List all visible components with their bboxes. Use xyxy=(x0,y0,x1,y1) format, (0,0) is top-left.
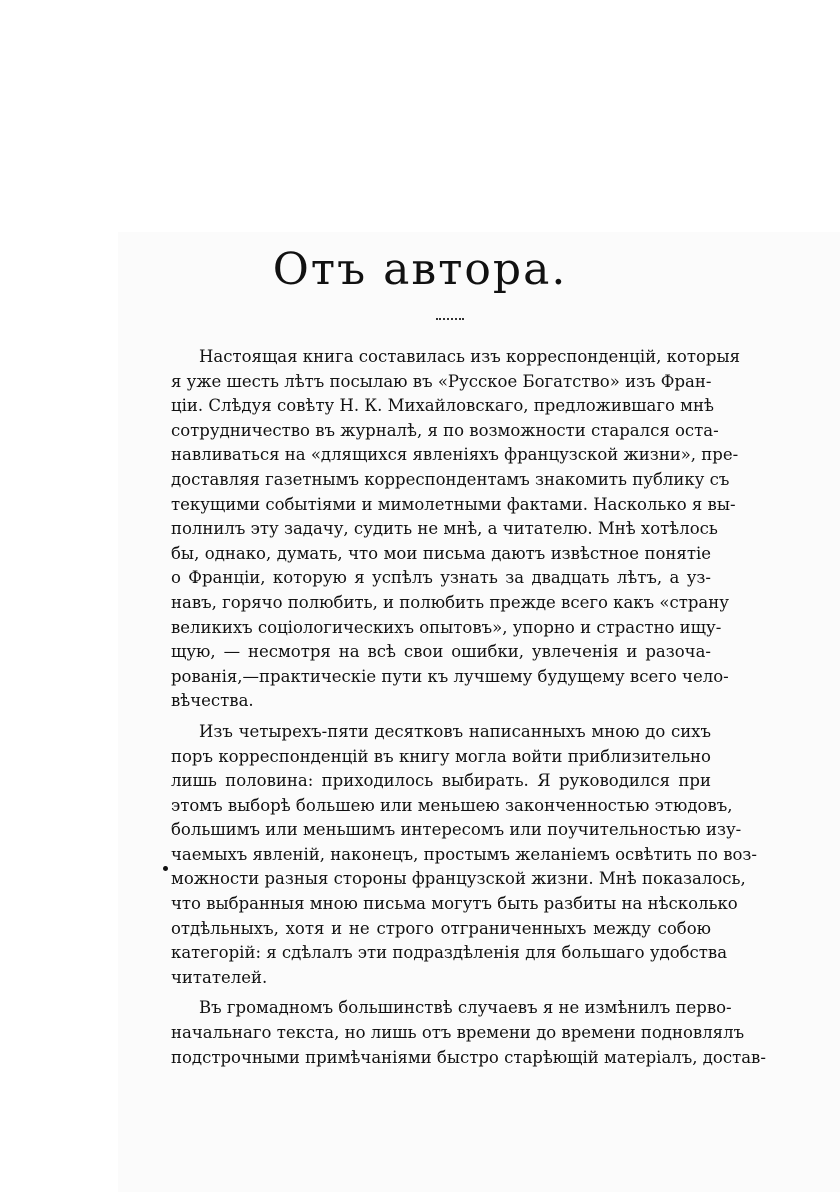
margin-mark xyxy=(163,866,168,871)
page-title: Отъ автора. xyxy=(272,244,568,295)
text-line: рованія,—практическіе пути къ лучшему будущему всего чело- xyxy=(171,666,729,686)
text-line: Въ громадномъ большинствѣ случаевъ я не измѣнилъ перво- xyxy=(199,998,732,1018)
title-divider xyxy=(436,318,464,320)
text-line: что выбранныя мною письма могутъ быть разбиты на нѣсколько xyxy=(171,894,738,914)
text-line: полнилъ эту задачу, судить не мнѣ, а читателю. Мнѣ хотѣлось xyxy=(171,519,718,539)
text-line: категорій: я сдѣлалъ эти подраздѣленія для большаго удобства xyxy=(171,943,728,963)
text-line: бы, однако, думать, что мои письма даютъ извѣстное понятіе xyxy=(171,543,711,563)
body-text xyxy=(171,345,766,1070)
text-line: чаемыхъ явленій, наконецъ, простымъ желаніемъ освѣтить по воз- xyxy=(171,844,757,864)
text-line: навъ, горячо полюбить, и полюбить прежде всего какъ «страну xyxy=(171,592,729,612)
text-line: большимъ или меньшимъ интересомъ или поучительностью изу- xyxy=(171,820,742,840)
text-line: вѣчества. xyxy=(171,691,254,711)
text-line: щую, — несмотря на всѣ свои ошибки, увлеченія и разоча- xyxy=(171,642,711,662)
text-line: читателей. xyxy=(171,967,268,987)
text-line: я уже шесть лѣтъ посылаю въ «Русское Богатство» изъ Фран- xyxy=(171,371,712,391)
text-line: о Франціи, которую я успѣлъ узнать за двадцать лѣтъ, а уз- xyxy=(171,568,711,588)
text-line: сотрудничество въ журналѣ, я по возможности старался оста- xyxy=(171,420,719,440)
text-line: начальнаго текста, но лишь отъ времени до времени подновлялъ xyxy=(171,1023,745,1043)
text-line: поръ корреспонденцій въ книгу могла войти приблизительно xyxy=(171,746,711,766)
text-line: текущими событіями и мимолетными фактами. Насколько я вы- xyxy=(171,494,736,514)
text-line: доставляя газетнымъ корреспондентамъ знакомить публику съ xyxy=(171,469,730,489)
text-line: великихъ соціологическихъ опытовъ», упорно и страстно ищу- xyxy=(171,617,722,637)
text-line: отдѣльныхъ, хотя и не строго отграниченныхъ между собою xyxy=(171,918,711,938)
text-line: навливаться на «длящихся явленіяхъ французской жизни», пре- xyxy=(171,445,739,465)
text-line: Изъ четырехъ-пяти десятковъ написанныхъ мною до сихъ xyxy=(199,721,711,741)
text-line: подстрочными примѣчаніями быстро старѣющій матеріалъ, достав- xyxy=(171,1047,766,1067)
text-line: ціи. Слѣдуя совѣту Н. К. Михайловскаго, предложившаго мнѣ xyxy=(171,396,714,416)
text-line: можности разныя стороны французской жизни. Мнѣ показалось, xyxy=(171,869,746,889)
text-line: лишь половина: приходилось выбирать. Я руководился при xyxy=(171,771,711,791)
text-line: Настоящая книга составилась изъ корреспонденцій, которыя xyxy=(199,347,741,366)
text-line: этомъ выборѣ большею или меньшею законченностью этюдовъ, xyxy=(171,795,733,815)
